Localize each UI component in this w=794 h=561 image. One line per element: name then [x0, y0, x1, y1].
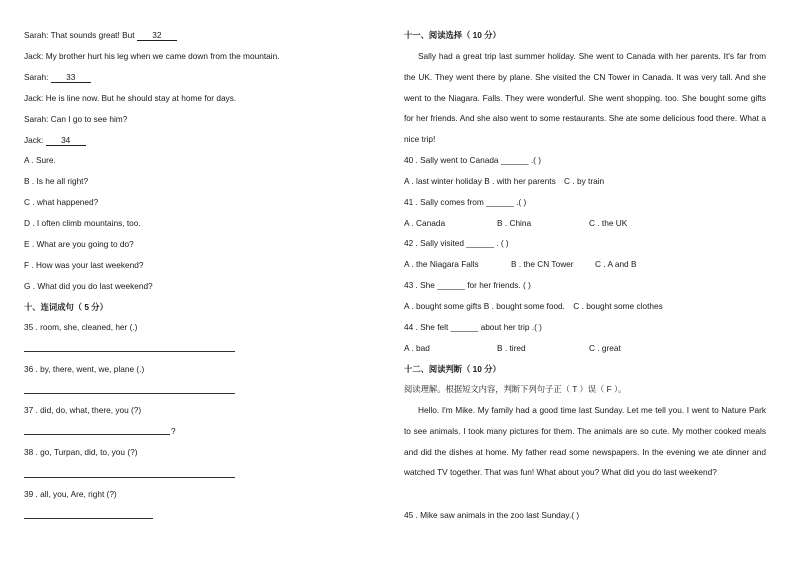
question-42-option-c[interactable]: C . A and B — [595, 259, 637, 269]
question-43-options — [404, 301, 663, 312]
question-43-option-c[interactable]: C . bought some clothes — [573, 301, 663, 311]
option-f: F . How was your last weekend? — [24, 260, 144, 270]
question-41-option-b[interactable]: B . China — [497, 218, 532, 228]
sentence-37-answer-line[interactable] — [24, 434, 170, 435]
option-b: B . Is he all right? — [24, 176, 89, 186]
reading-passage-2: Hello. I'm Mike. My family had a good time last Sunday. Let me tell you. I went to Nature Park to see animals. I took many pictures for them. The animals are so cute. My mother cooked meals and did the dishes at home. My father read some newspapers. In the evening we ate dinner and watched TV together. That was fun! What about you? What did you do last weekend? — [404, 405, 766, 478]
option-d: D . I often climb mountains, too. — [24, 218, 141, 228]
question-40: 40 . Sally went to Canada ______ .( ) — [404, 155, 541, 165]
sentence-35-prompt: 35 . room, she, cleaned, her (.) — [24, 322, 138, 332]
question-42-option-a[interactable]: A . the Niagara Falls — [404, 259, 479, 269]
question-44-option-a[interactable]: A . bad — [404, 343, 430, 353]
question-42: 42 . Sally visited ______ . ( ) — [404, 238, 509, 248]
question-42-options — [404, 259, 637, 270]
question-40-option-b[interactable]: B . with her parents — [484, 176, 556, 186]
section-12-instruction: 阅读理解。根据短文内容，判断下列句子正（ T ）误（ F ）。 — [404, 384, 627, 394]
option-c: C . what happened? — [24, 197, 99, 207]
question-45: 45 . Mike saw animals in the zoo last Sunday.( ) — [404, 510, 580, 520]
dialogue-line-1: Sarah: That sounds great! But 32 — [24, 30, 177, 41]
question-40-option-a[interactable]: A . last winter holiday — [404, 176, 482, 186]
sentence-36-prompt: 36 . by, there, went, we, plane (.) — [24, 364, 145, 374]
dialogue-line-4: Jack: He is line now. But he should stay at home for days. — [24, 93, 237, 103]
reading-passage-1: Sally had a great trip last summer holiday. She went to Canada with her parents. It's far from the UK. They went there by plane. She visited the CN Tower in Canada. It was very tall. And she went to the Niagara. Falls. They were wonderful. She went shopping. too. She bought some gifts for her friends. And she also went to some restaurants. She ate some delicious food there. What a nice trip! — [404, 51, 766, 145]
question-41-option-a[interactable]: A . Canada — [404, 218, 446, 228]
sentence-38-answer-line[interactable] — [24, 477, 235, 478]
answer-blank-32[interactable]: 32 — [137, 31, 177, 41]
sentence-35-answer-line[interactable] — [24, 351, 235, 352]
dialogue-line-6: Jack: 34 — [24, 135, 86, 146]
section-10-title: 十、连词成句（ 5 分） — [24, 302, 108, 312]
question-43: 43 . She ______ for her friends. ( ) — [404, 280, 531, 290]
sentence-38-prompt: 38 . go, Turpan, did, to, you (?) — [24, 447, 138, 457]
question-41-options — [404, 218, 627, 229]
question-44-option-c[interactable]: C . great — [589, 343, 621, 353]
sentence-37-prompt: 37 . did, do, what, there, you (?) — [24, 405, 142, 415]
dialogue-line-2: Jack: My brother hurt his leg when we came down from the mountain. — [24, 51, 280, 61]
sentence-39-answer-line[interactable] — [24, 518, 153, 519]
option-g: G . What did you do last weekend? — [24, 281, 153, 291]
question-40-option-c[interactable]: C . by train — [564, 176, 605, 186]
sentence-37-end-mark: ? — [171, 426, 176, 436]
question-41: 41 . Sally comes from ______ .( ) — [404, 197, 527, 207]
question-44: 44 . She felt ______ about her trip .( ) — [404, 322, 542, 332]
option-e: E . What are you going to do? — [24, 239, 134, 249]
sentence-39-prompt: 39 . all, you, Are, right (?) — [24, 489, 117, 499]
question-43-option-a[interactable]: A . bought some gifts — [404, 301, 482, 311]
question-43-option-b[interactable]: B . bought some food. — [483, 301, 565, 311]
option-a: A . Sure. — [24, 155, 56, 165]
dialogue-line-5: Sarah: Can I go to see him? — [24, 114, 128, 124]
dialogue-line-3: Sarah: 33 — [24, 72, 91, 83]
question-42-option-b[interactable]: B . the CN Tower — [511, 259, 574, 269]
answer-blank-33[interactable]: 33 — [51, 73, 91, 83]
question-44-options — [404, 343, 621, 354]
sentence-36-answer-line[interactable] — [24, 393, 235, 394]
section-11-title: 十一、阅读选择（ 10 分） — [404, 30, 501, 40]
question-44-option-b[interactable]: B . tired — [497, 343, 526, 353]
answer-blank-34[interactable]: 34 — [46, 136, 86, 146]
question-40-options — [404, 176, 604, 187]
question-41-option-c[interactable]: C . the UK — [589, 218, 628, 228]
section-12-title: 十二、阅读判断（ 10 分） — [404, 364, 501, 374]
